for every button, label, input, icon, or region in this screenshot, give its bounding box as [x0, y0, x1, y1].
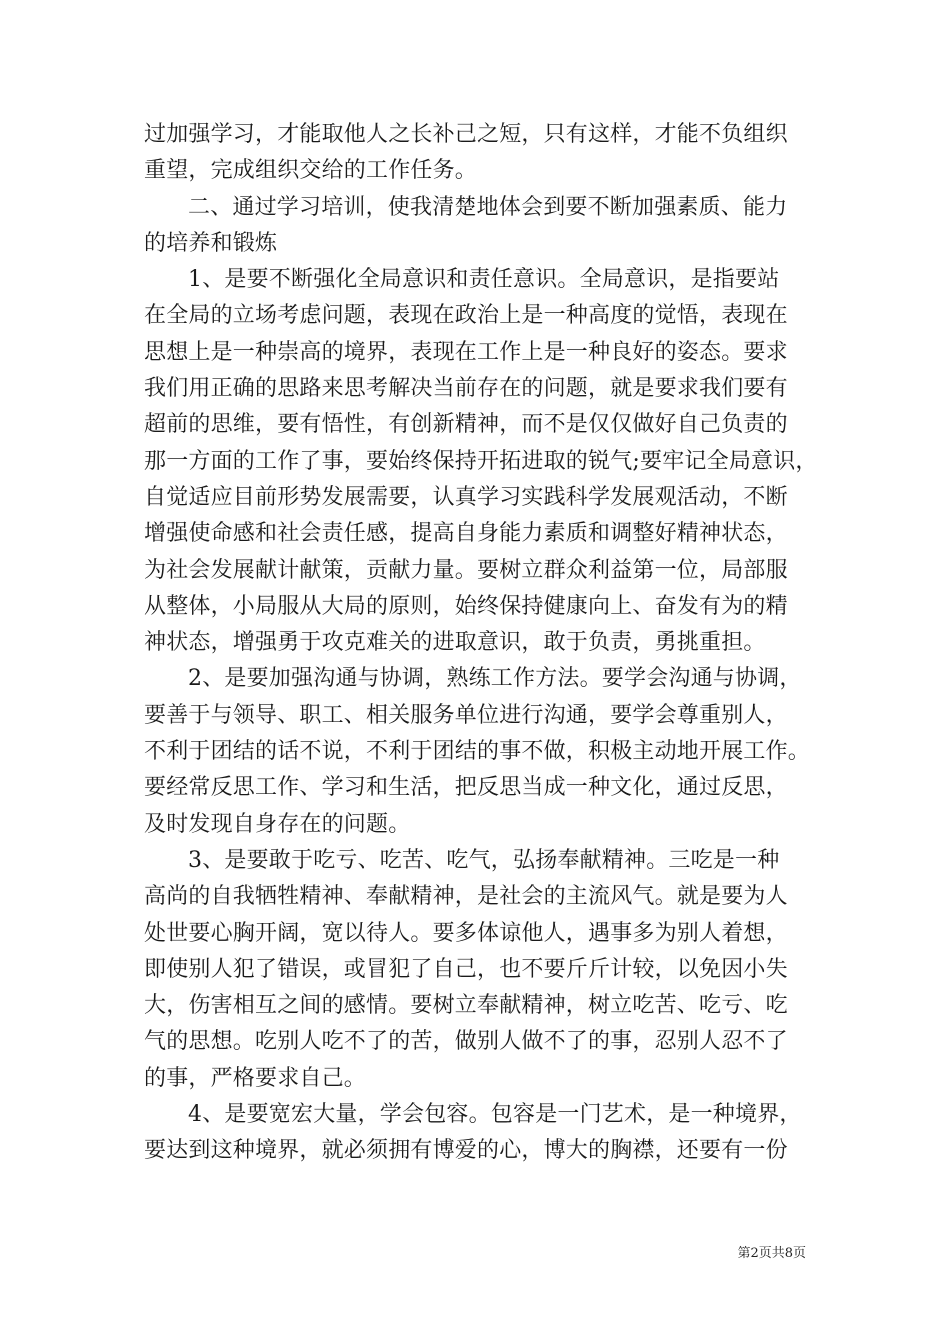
text-line: 我们用正确的思路来思考解决当前存在的问题，就是要求我们要有 — [144, 376, 788, 402]
text-line: 大，伤害相互之间的感情。要树立奉献精神，树立吃苦、吃亏、吃 — [144, 993, 788, 1019]
text-line: 从整体，小局服从大局的原则，始终保持健康向上、奋发有为的精 — [144, 593, 788, 619]
text-line: 要达到这种境界，就必须拥有博爱的心，博大的胸襟，还要有一份 — [144, 1138, 788, 1164]
page-number-footer: 第2页共8页 — [737, 1246, 806, 1261]
text-line: 3、是要敢于吃亏、吃苦、吃气，弘扬奉献精神。三吃是一种 — [188, 847, 780, 873]
text-line: 的事，严格要求自己。 — [144, 1065, 367, 1091]
text-line: 过加强学习，才能取他人之长补己之短，只有这样，才能不负组织 — [144, 122, 788, 147]
text-line: 二、通过学习培训，使我清楚地体会到要不断加强素质、能力 — [188, 194, 788, 220]
text-line: 2、是要加强沟通与协调，熟练工作方法。要学会沟通与协调， — [188, 666, 802, 692]
text-line: 自觉适应目前形势发展需要，认真学习实践科学发展观活动，不断 — [144, 484, 788, 510]
text-line: 为社会发展献计献策，贡献力量。要树立群众利益第一位，局部服 — [144, 557, 788, 583]
text-line: 气的思想。吃别人吃不了的苦，做别人做不了的事，忍别人忍不了 — [144, 1029, 788, 1055]
text-line: 要善于与领导、职工、相关服务单位进行沟通，要学会尊重别人， — [144, 702, 788, 728]
text-line: 超前的思维，要有悟性，有创新精神，而不是仅仅做好自己负责的 — [144, 412, 788, 438]
text-line: 即使别人犯了错误，或冒犯了自己，也不要斤斤计较，以免因小失 — [144, 956, 788, 982]
text-line: 重望，完成组织交给的工作任务。 — [144, 158, 478, 184]
document-body — [144, 117, 824, 1170]
text-line: 及时发现自身存在的问题。 — [144, 811, 411, 837]
text-line: 要经常反思工作、学习和生活，把反思当成一种文化，通过反思， — [144, 775, 788, 801]
text-line: 那一方面的工作了事，要始终保持开拓进取的锐气;要牢记全局意识， — [144, 448, 818, 474]
text-line: 在全局的立场考虑问题，表现在政治上是一种高度的觉悟，表现在 — [144, 303, 788, 329]
text-line: 1、是要不断强化全局意识和责任意识。全局意识，是指要站 — [188, 267, 780, 293]
text-line: 神状态，增强勇于攻克难关的进取意识，敢于负责，勇挑重担。 — [144, 630, 766, 656]
text-line: 的培养和锻炼 — [144, 230, 278, 256]
text-line: 思想上是一种崇高的境界，表现在工作上是一种良好的姿态。要求 — [144, 339, 788, 365]
text-line: 不利于团结的话不说，不利于团结的事不做，积极主动地开展工作。 — [144, 739, 811, 765]
text-line: 高尚的自我牺牲精神、奉献精神，是社会的主流风气。就是要为人 — [144, 884, 788, 910]
text-line: 增强使命感和社会责任感，提高自身能力素质和调整好精神状态， — [144, 521, 788, 547]
text-line: 处世要心胸开阔，宽以待人。要多体谅他人，遇事多为别人着想， — [144, 920, 788, 946]
text-line: 4、是要宽宏大量，学会包容。包容是一门艺术，是一种境界， — [188, 1102, 802, 1128]
